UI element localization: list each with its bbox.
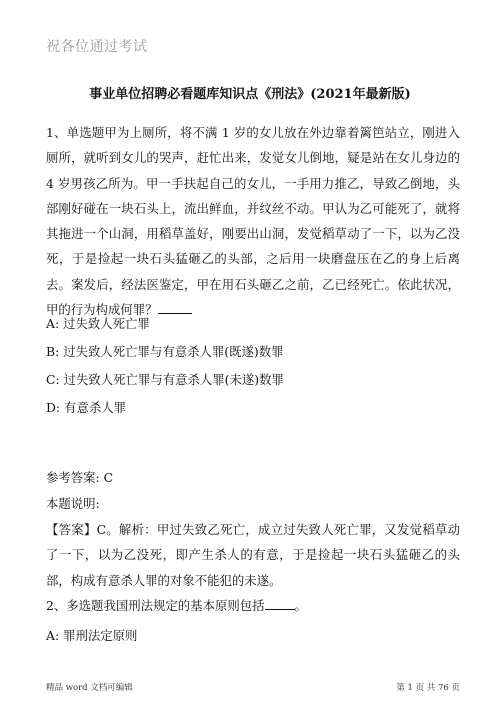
watermark-text: 祝各位通过考试	[46, 39, 148, 55]
question-2	[46, 596, 460, 616]
explanation-label: 本题说明:	[46, 496, 100, 511]
question-1-options	[46, 314, 460, 418]
page-number: 第 1 页 共 76 页	[396, 683, 460, 693]
explanation-block	[46, 517, 460, 593]
question-1-text	[46, 120, 460, 322]
page-title: 事业单位招聘必看题库知识点《刑法》(2021年最新版)	[89, 87, 411, 102]
answer-blank	[158, 301, 192, 314]
option-b: B: 过失致人死亡罪与有意杀人罪(既遂)数罪	[46, 344, 284, 359]
question-2-text	[46, 596, 460, 616]
footer-left-text: 精品 word 文档可编辑	[46, 683, 133, 693]
option-c: C: 过失致人死亡罪与有意杀人罪(未遂)数罪	[46, 372, 284, 387]
answer-blank	[265, 597, 295, 610]
option-d: D: 有意杀人罪	[46, 400, 127, 415]
question-2-options	[46, 626, 460, 646]
option-a: A: 过失致人死亡罪	[46, 316, 150, 331]
question-2-suffix: 。	[294, 598, 307, 613]
question-2-stem: 2、多选题我国刑法规定的基本原则包括	[46, 598, 265, 613]
question-1-stem: 1、单选题甲为上厕所，将不满 1 岁的女儿放在外边靠着篱笆站立，刚进入厕所，就听到女儿的哭声，赶忙出来，发觉女儿倒地，疑是站在女儿身边的 4 岁男孩乙所为。甲一手扶起自己的女儿，一手用力推乙，导致乙倒地，头部刚好碰在一块石头上，流出鲜血，并纹丝不动。甲认为乙可能死了，就将其拖进一个山洞，用稻草盖好，刚要出山洞，发觉稻草动了一下，以为乙没死，于是捡起一块石头猛砸乙的头部，之后用一块磨盘压在乙的身上后离去。案发后，经法医鉴定，甲在用石头砸乙之前，乙已经死亡。依此状况，甲的行为构成何罪？	[46, 125, 460, 318]
answer-label: 参考答案: C	[46, 470, 114, 485]
question-1	[46, 120, 460, 322]
explanation-text: 【答案】C。解析：甲过失致乙死亡，成立过失致人死亡罪，又发觉稻草动了一下，以为乙没死，即产生杀人的有意，于是捡起一块石头猛砸乙的头部，构成有意杀人罪的对象不能犯的未遂。	[46, 522, 460, 588]
answer-section	[46, 468, 460, 514]
option-a: A: 罪刑法定原则	[46, 628, 138, 643]
